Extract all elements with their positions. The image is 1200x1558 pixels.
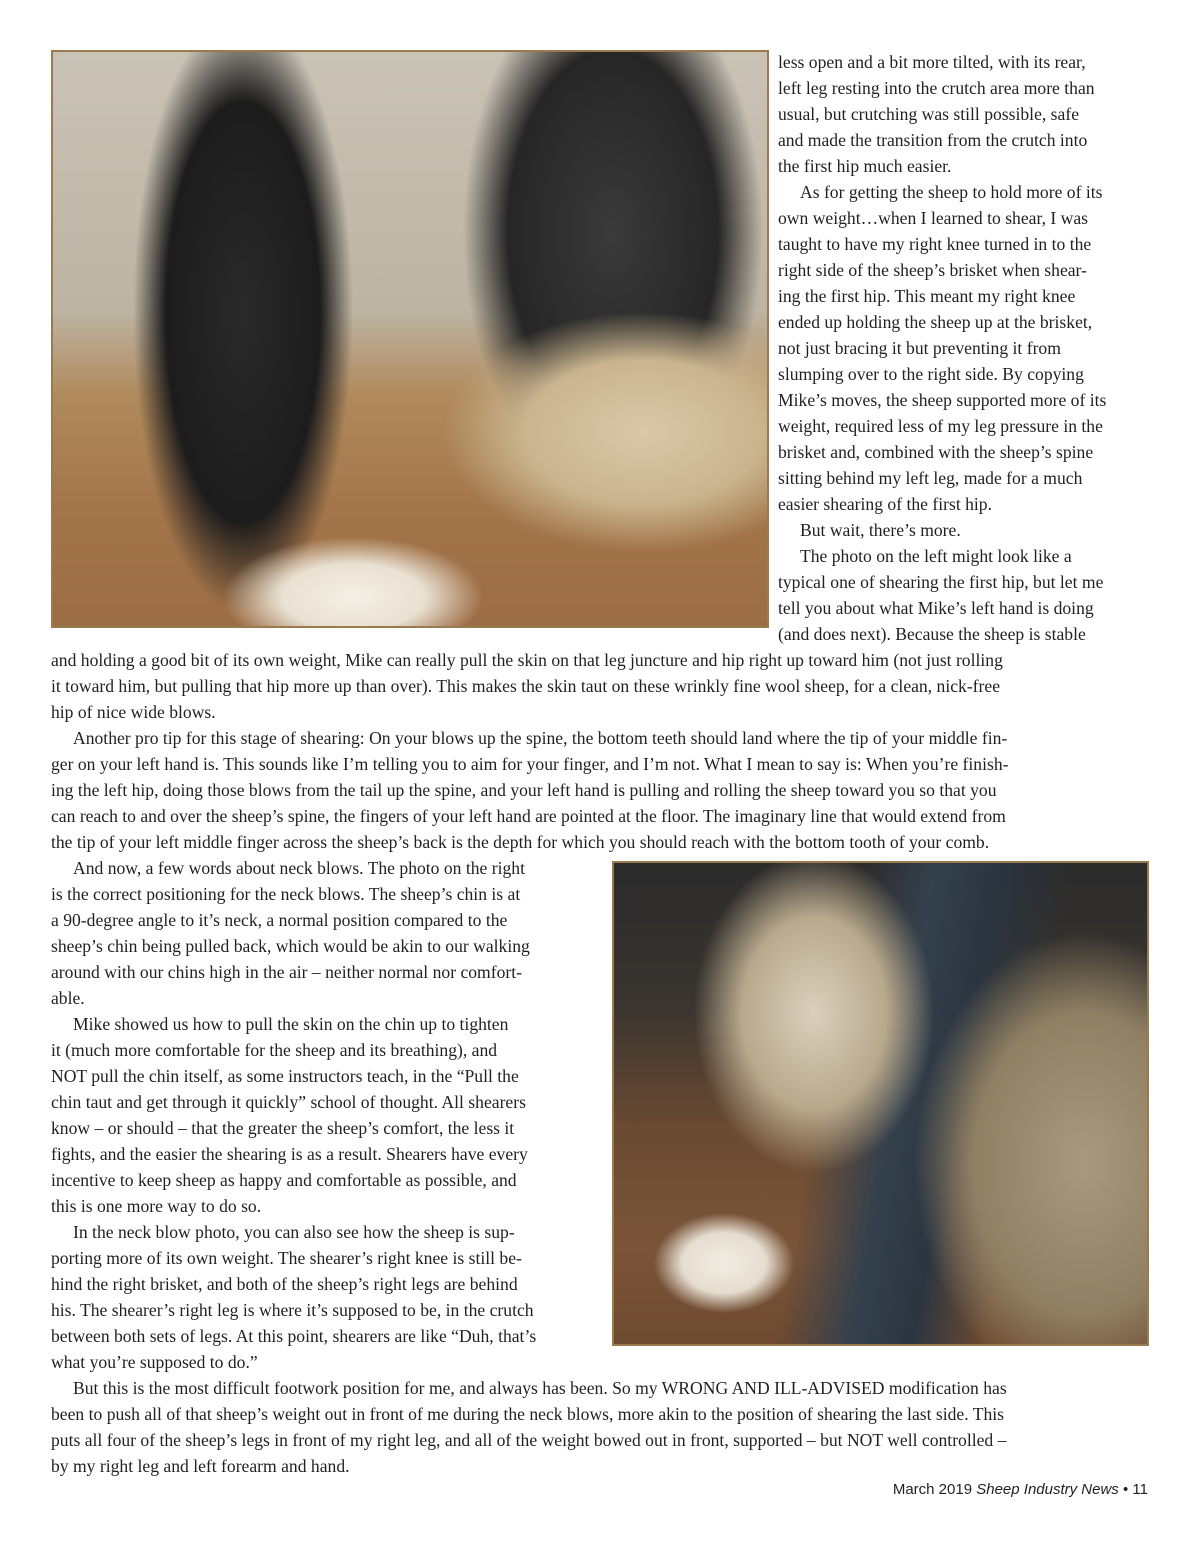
text-line: tell you about what Mike’s left hand is doing bbox=[778, 598, 1094, 618]
text-line: As for getting the sheep to hold more of its bbox=[800, 182, 1103, 202]
text-line: left leg resting into the crutch area more than bbox=[778, 78, 1095, 98]
text-line: this is one more way to do so. bbox=[51, 1196, 262, 1216]
text-line: (and does next). Because the sheep is stable bbox=[778, 624, 1086, 644]
text-line: what you’re supposed to do.” bbox=[51, 1352, 258, 1372]
text-line: But this is the most difficult footwork position for me, and always has been. So my WRONG AND ILL-ADVISED modification has bbox=[73, 1378, 1007, 1398]
text-line: NOT pull the chin itself, as some instructors teach, in the “Pull the bbox=[51, 1066, 519, 1086]
page-number: 11 bbox=[1132, 1481, 1148, 1498]
text-line: chin taut and get through it quickly” school of thought. All shearers bbox=[51, 1092, 526, 1112]
text-line: is the correct positioning for the neck blows. The sheep’s chin is at bbox=[51, 884, 521, 904]
text-line: In the neck blow photo, you can also see how the sheep is sup- bbox=[73, 1222, 515, 1242]
footer-publication: Sheep Industry News bbox=[976, 1481, 1119, 1498]
text-line: And now, a few words about neck blows. The photo on the right bbox=[73, 858, 525, 878]
text-line: fights, and the easier the shearing is as a result. Shearers have every bbox=[51, 1144, 528, 1164]
photo-neck-blows bbox=[612, 861, 1149, 1346]
text-line: around with our chins high in the air – neither normal nor comfort- bbox=[51, 962, 523, 982]
footer-separator: • bbox=[1122, 1481, 1129, 1498]
text-line: the tip of your left middle finger across the sheep’s back is the depth for which you should reach with the bottom tooth of your comb. bbox=[51, 832, 990, 852]
text-line: ended up holding the sheep up at the brisket, bbox=[778, 312, 1093, 332]
text-line: been to push all of that sheep’s weight out in front of me during the neck blows, more akin to the position of shearing the last side. This bbox=[51, 1404, 1004, 1424]
text-line: Mike’s moves, the sheep supported more of its bbox=[778, 390, 1107, 410]
text-line: by my right leg and left forearm and hand. bbox=[51, 1456, 350, 1476]
text-line: a 90-degree angle to it’s neck, a normal position compared to the bbox=[51, 910, 508, 930]
text-line: usual, but crutching was still possible, safe bbox=[778, 104, 1080, 124]
text-line: hip of nice wide blows. bbox=[51, 702, 216, 722]
photo-first-hip-shearing bbox=[51, 50, 769, 628]
text-line: taught to have my right knee turned in to the bbox=[778, 234, 1092, 254]
text-line: The photo on the left might look like a bbox=[800, 546, 1072, 566]
text-line: it toward him, but pulling that hip more up than over). This makes the skin taut on these wrinkly fine wool sheep, for a clean, nick-free bbox=[51, 676, 1001, 696]
text-line: between both sets of legs. At this point, shearers are like “Duh, that’s bbox=[51, 1326, 537, 1346]
text-line: Another pro tip for this stage of shearing: On your blows up the spine, the bottom teeth should land where the tip of your middle fin- bbox=[73, 728, 1008, 748]
text-line: hind the right brisket, and both of the sheep’s right legs are behind bbox=[51, 1274, 518, 1294]
text-line: But wait, there’s more. bbox=[800, 520, 961, 540]
text-line: less open and a bit more tilted, with its rear, bbox=[778, 52, 1086, 72]
text-line: ing the left hip, doing those blows from the tail up the spine, and your left hand is pulling and rolling the sheep toward you so that you bbox=[51, 780, 997, 800]
text-line: it (much more comfortable for the sheep and its breathing), and bbox=[51, 1040, 498, 1060]
text-line: and holding a good bit of its own weight, Mike can really pull the skin on that leg juncture and hip right up toward him (not just rolling bbox=[51, 650, 1003, 670]
text-line: typical one of shearing the first hip, but let me bbox=[778, 572, 1104, 592]
text-line: not just bracing it but preventing it from bbox=[778, 338, 1061, 358]
text-line: slumping over to the right side. By copying bbox=[778, 364, 1084, 384]
text-line: sitting behind my left leg, made for a much bbox=[778, 468, 1083, 488]
text-line: incentive to keep sheep as happy and comfortable as possible, and bbox=[51, 1170, 517, 1190]
text-line: ger on your left hand is. This sounds like I’m telling you to aim for your finger, and I’m not. What I mean to say is: When you’re finish- bbox=[51, 754, 1009, 774]
text-line: the first hip much easier. bbox=[778, 156, 952, 176]
footer-date: March 2019 bbox=[892, 1481, 973, 1498]
page-footer bbox=[860, 1481, 1148, 1498]
text-line: Mike showed us how to pull the skin on the chin up to tighten bbox=[73, 1014, 509, 1034]
text-line: and made the transition from the crutch into bbox=[778, 130, 1088, 150]
text-line: can reach to and over the sheep’s spine, the fingers of your left hand are pointed at the floor. The imaginary line that would extend from bbox=[51, 806, 1006, 826]
text-line: easier shearing of the first hip. bbox=[778, 494, 992, 514]
text-line: his. The shearer’s right leg is where it’s supposed to be, in the crutch bbox=[51, 1300, 534, 1320]
text-line: sheep’s chin being pulled back, which would be akin to our walking bbox=[51, 936, 530, 956]
text-line: able. bbox=[51, 988, 85, 1008]
text-line: puts all four of the sheep’s legs in front of my right leg, and all of the weight bowed out in front, supported – but NOT well controlled – bbox=[51, 1430, 1007, 1450]
text-line: weight, required less of my leg pressure in the bbox=[778, 416, 1103, 436]
text-line: ing the first hip. This meant my right knee bbox=[778, 286, 1076, 306]
text-line: own weight…when I learned to shear, I was bbox=[778, 208, 1089, 228]
text-line: know – or should – that the greater the sheep’s comfort, the less it bbox=[51, 1118, 515, 1138]
text-line: right side of the sheep’s brisket when shear- bbox=[778, 260, 1087, 280]
text-line: brisket and, combined with the sheep’s spine bbox=[778, 442, 1094, 462]
text-line: porting more of its own weight. The shearer’s right knee is still be- bbox=[51, 1248, 522, 1268]
